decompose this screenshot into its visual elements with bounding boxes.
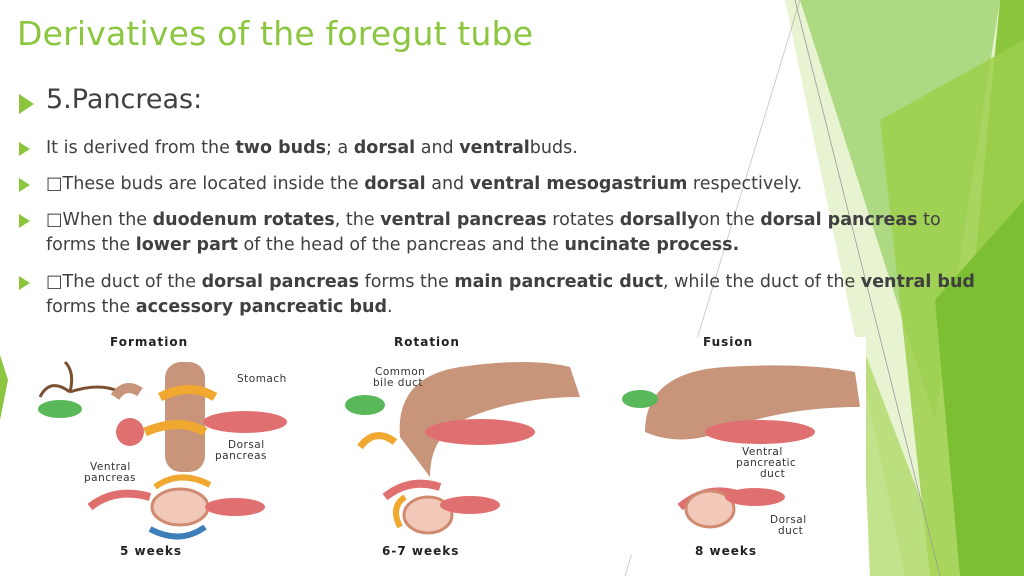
pancreas-development-figure (30, 335, 866, 558)
text-run: buds. (529, 138, 578, 158)
bold-term: ventral (459, 138, 530, 158)
text-run: It is derived from the (46, 138, 236, 158)
text-run: , while the duct of the (662, 272, 861, 292)
bullet-text-1 (46, 136, 981, 161)
bold-term: ventral bud (860, 272, 975, 292)
section-heading: 5.Pancreas: (46, 84, 203, 115)
figure-caption-8-weeks: 8 weeks (695, 544, 758, 558)
bold-term: duodenum rotates (152, 210, 335, 230)
text-run: □These buds are located inside the (46, 174, 365, 194)
bullet-arrow-icon (19, 214, 30, 228)
text-run: forms the (359, 272, 455, 292)
label-common-bile-duct-line2: bile duct (373, 377, 424, 389)
text-run: and (425, 174, 470, 194)
label-dorsal-duct-line2: duct (778, 525, 804, 537)
text-run: rotates (546, 210, 620, 230)
bullet-text-3 (46, 208, 981, 258)
bold-term: ventral pancreas (380, 210, 547, 230)
label-dorsal-pancreas-line2: pancreas (215, 450, 267, 462)
bullet-text-2 (46, 172, 981, 197)
label-common-bile-duct-line1: Common (375, 366, 426, 378)
fusion-panel-drawing (622, 365, 860, 527)
figure-panel-title-fusion: Fusion (703, 335, 754, 349)
bullet-arrow-icon (19, 178, 30, 192)
figure-caption-5-weeks: 5 weeks (120, 544, 183, 558)
text-run: of the head of the pancreas and the (237, 235, 565, 255)
text-run: forms the (46, 297, 136, 317)
bold-term: dorsal (364, 174, 426, 194)
label-ventral-pancreatic-duct-line1: Ventral (742, 446, 783, 458)
bold-term: dorsal pancreas (760, 210, 918, 230)
bullet-arrow-icon (19, 276, 30, 290)
figure-panel-title-rotation: Rotation (394, 335, 460, 349)
bullet-text-4 (46, 270, 981, 320)
bold-term: uncinate process. (564, 235, 740, 255)
label-ventral-pancreas-line1: Ventral (90, 461, 131, 473)
bold-term: ventral mesogastrium (469, 174, 688, 194)
text-run: □The duct of the (46, 272, 202, 292)
label-dorsal-duct-line1: Dorsal (770, 514, 807, 526)
bold-term: dorsally (619, 210, 699, 230)
label-ventral-pancreatic-duct-line2: pancreatic (736, 457, 797, 469)
label-dorsal-pancreas-line1: Dorsal (228, 439, 265, 451)
bold-term: accessory pancreatic bud (135, 297, 387, 317)
bold-term: two buds (235, 138, 327, 158)
label-ventral-pancreas-line2: pancreas (84, 472, 136, 484)
bold-term: lower part (135, 235, 238, 255)
bold-term: main pancreatic duct (454, 272, 663, 292)
figure-caption-6-7-weeks: 6-7 weeks (382, 544, 460, 558)
text-run: . (387, 297, 393, 317)
bullet-arrow-icon (19, 94, 34, 114)
bullet-arrow-icon (19, 142, 30, 156)
text-run: ; a (326, 138, 354, 158)
pancreas-illustration (30, 337, 866, 555)
slide-title: Derivatives of the foregut tube (17, 14, 534, 53)
figure-panel-title-formation: Formation (110, 335, 189, 349)
label-ventral-pancreatic-duct-line3: duct (760, 468, 786, 480)
label-stomach: Stomach (237, 373, 287, 385)
text-run: □When the (46, 210, 153, 230)
text-run: to forms the (46, 210, 941, 255)
text-run: on the (698, 210, 761, 230)
text-run: and (415, 138, 460, 158)
bold-term: dorsal pancreas (201, 272, 359, 292)
bold-term: dorsal (353, 138, 416, 158)
text-run: respectively. (687, 174, 803, 194)
text-run: , the (334, 210, 381, 230)
